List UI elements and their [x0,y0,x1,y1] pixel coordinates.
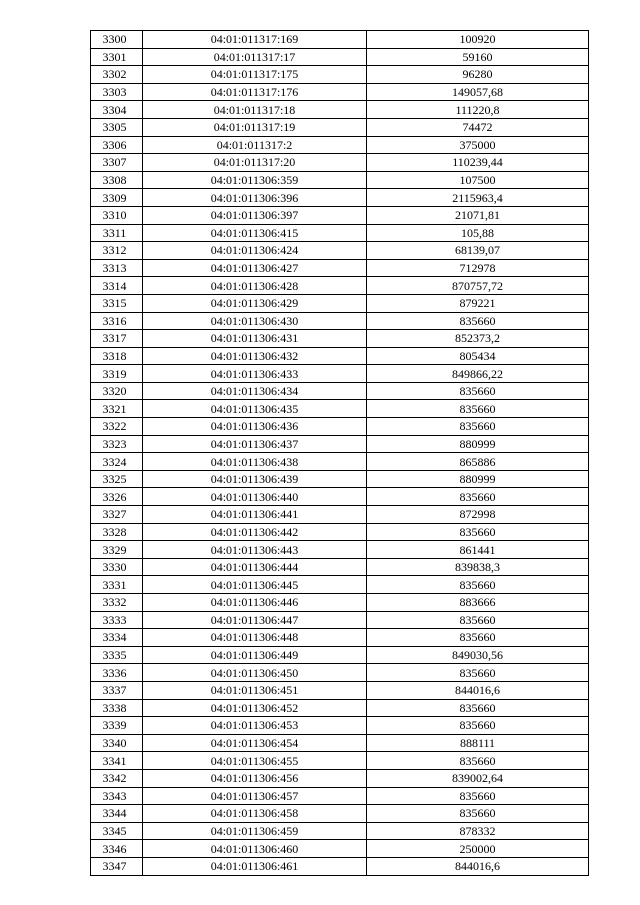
table-row [91,66,589,84]
value-cell: 835660 [367,787,589,805]
cadastral-number-cell: 04:01:011317:176 [143,83,367,101]
row-number-cell: 3339 [91,717,143,735]
table-row [91,629,589,647]
value-cell: 878332 [367,822,589,840]
cadastral-number-cell: 04:01:011306:438 [143,453,367,471]
value-cell: 2115963,4 [367,189,589,207]
row-number-cell: 3342 [91,769,143,787]
table-row [91,470,589,488]
table-row [91,330,589,348]
table-row [91,118,589,136]
row-number-cell: 3337 [91,681,143,699]
cadastral-number-cell: 04:01:011306:447 [143,611,367,629]
table-row [91,400,589,418]
row-number-cell: 3330 [91,558,143,576]
value-cell: 835660 [367,312,589,330]
table-row [91,576,589,594]
value-cell: 839002,64 [367,769,589,787]
value-cell: 835660 [367,717,589,735]
table-row [91,242,589,260]
table-row [91,83,589,101]
cadastral-number-cell: 04:01:011306:445 [143,576,367,594]
row-number-cell: 3310 [91,206,143,224]
cadastral-number-cell: 04:01:011306:449 [143,646,367,664]
table-row [91,206,589,224]
cadastral-number-cell: 04:01:011317:175 [143,66,367,84]
table-row [91,541,589,559]
cadastral-number-cell: 04:01:011317:18 [143,101,367,119]
value-cell: 835660 [367,699,589,717]
cadastral-number-cell: 04:01:011317:19 [143,118,367,136]
cadastral-number-cell: 04:01:011317:2 [143,136,367,154]
row-number-cell: 3333 [91,611,143,629]
cadastral-number-cell: 04:01:011306:396 [143,189,367,207]
table-row [91,365,589,383]
cadastral-number-cell: 04:01:011306:432 [143,347,367,365]
row-number-cell: 3345 [91,822,143,840]
row-number-cell: 3341 [91,752,143,770]
value-cell: 74472 [367,118,589,136]
value-cell: 835660 [367,418,589,436]
table-row [91,787,589,805]
value-cell: 835660 [367,382,589,400]
value-cell: 835660 [367,400,589,418]
row-number-cell: 3327 [91,506,143,524]
table-row [91,681,589,699]
row-number-cell: 3336 [91,664,143,682]
row-number-cell: 3334 [91,629,143,647]
row-number-cell: 3303 [91,83,143,101]
row-number-cell: 3314 [91,277,143,295]
table-row [91,312,589,330]
cadastral-number-cell: 04:01:011306:459 [143,822,367,840]
cadastral-number-cell: 04:01:011306:452 [143,699,367,717]
value-cell: 59160 [367,48,589,66]
row-number-cell: 3331 [91,576,143,594]
row-number-cell: 3324 [91,453,143,471]
value-cell: 872998 [367,506,589,524]
cadastral-number-cell: 04:01:011306:444 [143,558,367,576]
table-row [91,857,589,875]
table-row [91,805,589,823]
cadastral-number-cell: 04:01:011306:442 [143,523,367,541]
table-row [91,822,589,840]
row-number-cell: 3301 [91,48,143,66]
cadastral-number-cell: 04:01:011306:415 [143,224,367,242]
table-row [91,717,589,735]
value-cell: 835660 [367,611,589,629]
table-row [91,382,589,400]
table-row [91,506,589,524]
row-number-cell: 3312 [91,242,143,260]
table-row [91,611,589,629]
value-cell: 105,88 [367,224,589,242]
cadastral-number-cell: 04:01:011306:431 [143,330,367,348]
row-number-cell: 3325 [91,470,143,488]
row-number-cell: 3328 [91,523,143,541]
value-cell: 835660 [367,752,589,770]
table-row [91,664,589,682]
table-row [91,101,589,119]
value-cell: 250000 [367,840,589,858]
cadastral-number-cell: 04:01:011306:441 [143,506,367,524]
table-row [91,523,589,541]
cadastral-number-cell: 04:01:011306:424 [143,242,367,260]
value-cell: 888111 [367,734,589,752]
cadastral-number-cell: 04:01:011306:436 [143,418,367,436]
row-number-cell: 3323 [91,435,143,453]
cadastral-number-cell: 04:01:011306:437 [143,435,367,453]
value-cell: 712978 [367,259,589,277]
cadastral-number-cell: 04:01:011306:461 [143,857,367,875]
value-cell: 844016,6 [367,857,589,875]
row-number-cell: 3311 [91,224,143,242]
row-number-cell: 3317 [91,330,143,348]
row-number-cell: 3318 [91,347,143,365]
value-cell: 879221 [367,294,589,312]
table-row [91,259,589,277]
table-row [91,699,589,717]
cadastral-number-cell: 04:01:011306:446 [143,594,367,612]
value-cell: 100920 [367,31,589,49]
cadastral-number-cell: 04:01:011306:435 [143,400,367,418]
value-cell: 835660 [367,488,589,506]
table-body [91,31,589,876]
value-cell: 861441 [367,541,589,559]
row-number-cell: 3306 [91,136,143,154]
value-cell: 852373,2 [367,330,589,348]
value-cell: 110239,44 [367,154,589,172]
row-number-cell: 3319 [91,365,143,383]
row-number-cell: 3309 [91,189,143,207]
row-number-cell: 3343 [91,787,143,805]
row-number-cell: 3346 [91,840,143,858]
cadastral-number-cell: 04:01:011306:443 [143,541,367,559]
row-number-cell: 3321 [91,400,143,418]
value-cell: 865886 [367,453,589,471]
cadastral-number-cell: 04:01:011317:17 [143,48,367,66]
table-row [91,31,589,49]
row-number-cell: 3335 [91,646,143,664]
row-number-cell: 3315 [91,294,143,312]
table-row [91,558,589,576]
row-number-cell: 3304 [91,101,143,119]
table-row [91,277,589,295]
cadastral-number-cell: 04:01:011306:434 [143,382,367,400]
cadastral-number-cell: 04:01:011306:458 [143,805,367,823]
value-cell: 805434 [367,347,589,365]
value-cell: 111220,8 [367,101,589,119]
value-cell: 835660 [367,576,589,594]
table-row [91,418,589,436]
row-number-cell: 3307 [91,154,143,172]
value-cell: 880999 [367,435,589,453]
cadastral-number-cell: 04:01:011306:454 [143,734,367,752]
cadastral-number-cell: 04:01:011306:457 [143,787,367,805]
value-cell: 835660 [367,523,589,541]
value-cell: 68139,07 [367,242,589,260]
row-number-cell: 3329 [91,541,143,559]
cadastral-number-cell: 04:01:011306:455 [143,752,367,770]
value-cell: 839838,3 [367,558,589,576]
cadastral-number-cell: 04:01:011306:440 [143,488,367,506]
value-cell: 835660 [367,629,589,647]
cadastral-number-cell: 04:01:011306:453 [143,717,367,735]
cadastral-number-cell: 04:01:011306:433 [143,365,367,383]
value-cell: 844016,6 [367,681,589,699]
value-cell: 849866,22 [367,365,589,383]
cadastral-number-cell: 04:01:011306:460 [143,840,367,858]
row-number-cell: 3300 [91,31,143,49]
cadastral-number-cell: 04:01:011306:450 [143,664,367,682]
table-row [91,171,589,189]
row-number-cell: 3344 [91,805,143,823]
table-row [91,769,589,787]
value-cell: 849030,56 [367,646,589,664]
cadastral-number-cell: 04:01:011317:169 [143,31,367,49]
table-row [91,48,589,66]
table-row [91,646,589,664]
row-number-cell: 3340 [91,734,143,752]
row-number-cell: 3326 [91,488,143,506]
table-row [91,453,589,471]
cadastral-number-cell: 04:01:011306:430 [143,312,367,330]
table-row [91,224,589,242]
data-table [90,30,589,876]
cadastral-number-cell: 04:01:011306:448 [143,629,367,647]
cadastral-number-cell: 04:01:011306:451 [143,681,367,699]
cadastral-number-cell: 04:01:011306:359 [143,171,367,189]
cadastral-number-cell: 04:01:011317:20 [143,154,367,172]
value-cell: 375000 [367,136,589,154]
row-number-cell: 3332 [91,594,143,612]
cadastral-number-cell: 04:01:011306:439 [143,470,367,488]
value-cell: 880999 [367,470,589,488]
row-number-cell: 3308 [91,171,143,189]
value-cell: 835660 [367,805,589,823]
table-row [91,189,589,207]
row-number-cell: 3320 [91,382,143,400]
value-cell: 107500 [367,171,589,189]
table-row [91,594,589,612]
row-number-cell: 3347 [91,857,143,875]
table-row [91,488,589,506]
table-row [91,840,589,858]
cadastral-number-cell: 04:01:011306:397 [143,206,367,224]
table-row [91,752,589,770]
cadastral-number-cell: 04:01:011306:429 [143,294,367,312]
table-row [91,294,589,312]
value-cell: 96280 [367,66,589,84]
value-cell: 21071,81 [367,206,589,224]
table-row [91,347,589,365]
row-number-cell: 3302 [91,66,143,84]
row-number-cell: 3316 [91,312,143,330]
table-row [91,734,589,752]
row-number-cell: 3338 [91,699,143,717]
cadastral-number-cell: 04:01:011306:428 [143,277,367,295]
row-number-cell: 3305 [91,118,143,136]
row-number-cell: 3322 [91,418,143,436]
value-cell: 835660 [367,664,589,682]
value-cell: 883666 [367,594,589,612]
table-row [91,435,589,453]
value-cell: 870757,72 [367,277,589,295]
cadastral-number-cell: 04:01:011306:456 [143,769,367,787]
table-row [91,154,589,172]
value-cell: 149057,68 [367,83,589,101]
table-row [91,136,589,154]
row-number-cell: 3313 [91,259,143,277]
cadastral-number-cell: 04:01:011306:427 [143,259,367,277]
